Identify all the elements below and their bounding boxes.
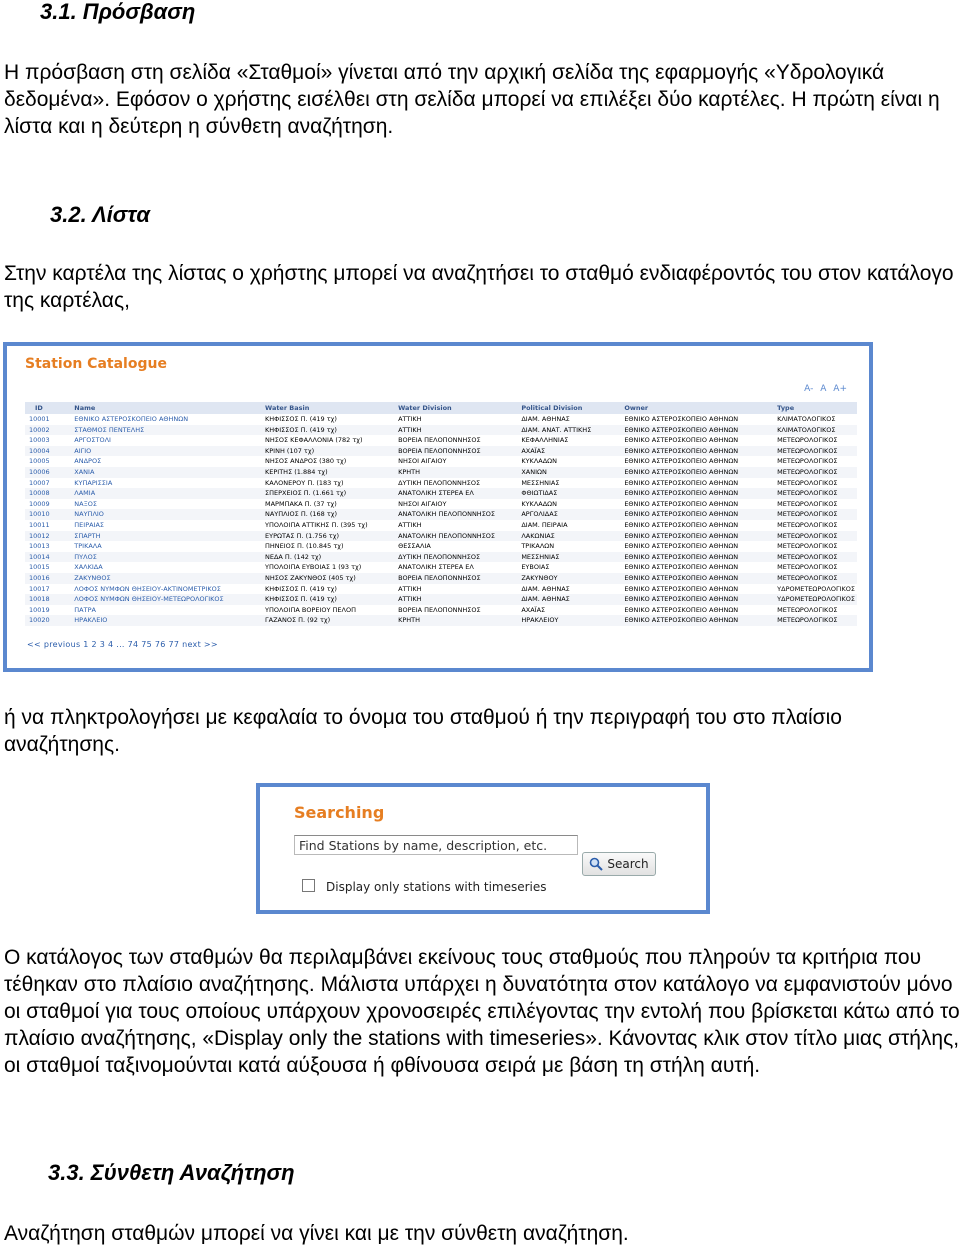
cell-owner: ΕΘΝΙΚΟ ΑΣΤΕΡΟΣΚΟΠΕΙΟ ΑΘΗΝΩΝ <box>622 509 775 520</box>
table-row <box>25 499 857 510</box>
cell-water-basin: ΣΠΕΡΧΕΙΟΣ Π. (1.661 τχ) <box>263 488 396 499</box>
cell-id[interactable]: 10018 <box>25 594 72 605</box>
cell-water-division: ΑΝΑΤΟΛΙΚΗ ΠΕΛΟΠΟΝΝΗΣΟΣ <box>396 531 519 542</box>
cell-owner: ΕΘΝΙΚΟ ΑΣΤΕΡΟΣΚΟΠΕΙΟ ΑΘΗΝΩΝ <box>622 467 775 478</box>
cell-name[interactable]: ΛΟΦΟΣ ΝΥΜΦΩΝ ΘΗΣΕΙΟΥ-ΑΚΤΙΝΟΜΕΤΡΙΚΟΣ <box>74 584 221 593</box>
cell-political-division: ΗΡΑΚΛΕΙΟΥ <box>519 615 622 626</box>
cell-id[interactable]: 10019 <box>29 605 50 614</box>
cell-water-division: ΑΝΑΤΟΛΙΚΗ ΠΕΛΟΠΟΝΝΗΣΟΣ <box>396 509 519 520</box>
cell-owner: ΕΘΝΙΚΟ ΑΣΤΕΡΟΣΚΟΠΕΙΟ ΑΘΗΝΩΝ <box>624 542 739 551</box>
table-header-row <box>25 402 857 414</box>
table-row <box>25 605 857 616</box>
cell-id[interactable]: 10003 <box>29 436 50 445</box>
cell-id[interactable]: 10004 <box>25 446 72 457</box>
catalogue-title: Station Catalogue <box>25 356 167 372</box>
cell-political-division: ΤΡΙΚΑΛΩΝ <box>521 542 555 551</box>
cell-owner: ΕΘΝΙΚΟ ΑΣΤΕΡΟΣΚΟΠΕΙΟ ΑΘΗΝΩΝ <box>624 584 739 593</box>
cell-type: ΜΕΤΕΩΡΟΛΟΓΙΚΟΣ <box>777 563 838 572</box>
heading-access: 3.1. Πρόσβαση <box>40 0 196 24</box>
cell-water-division: ΑΝΑΤΟΛΙΚΗ ΣΤΕΡΕΑ ΕΛ <box>398 563 474 572</box>
cell-water-basin: ΥΠΟΛΟΙΠΑ ΒΟΡΕΙΟΥ ΠΕΛΟΠ <box>265 605 356 614</box>
cell-type: ΜΕΤΕΩΡΟΛΟΓΙΚΟΣ <box>777 457 838 466</box>
cell-owner: ΕΘΝΙΚΟ ΑΣΤΕΡΟΣΚΟΠΕΙΟ ΑΘΗΝΩΝ <box>622 425 775 436</box>
table-row <box>25 435 857 446</box>
cell-political-division: ΔΙΑΜ. ΑΘΗΝΑΣ <box>521 415 570 423</box>
cell-political-division: ΜΕΣΣΗΝΙΑΣ <box>519 552 622 563</box>
cell-political-division: ΧΑΝΙΩΝ <box>519 467 622 478</box>
cell-name[interactable]: ΛΟΦΟΣ ΝΥΜΦΩΝ ΘΗΣΕΙΟΥ-ΜΕΤΕΩΡΟΛΟΓΙΚΟΣ <box>72 594 263 605</box>
table-row <box>25 552 857 563</box>
table-row <box>25 467 857 478</box>
cell-id[interactable]: 10011 <box>29 520 50 529</box>
cell-name[interactable]: ΧΑΛΚΙΔΑ <box>74 563 103 572</box>
cell-owner: ΕΘΝΙΚΟ ΑΣΤΕΡΟΣΚΟΠΕΙΟ ΑΘΗΝΩΝ <box>624 415 739 423</box>
cell-water-basin: ΝΗΣΟΣ ΑΝΔΡΟΣ (380 τχ) <box>265 457 347 466</box>
cell-water-division: ΑΤΤΙΚΗ <box>396 594 519 605</box>
cell-type: ΜΕΤΕΩΡΟΛΟΓΙΚΟΣ <box>777 520 838 529</box>
cell-name[interactable]: ΗΡΑΚΛΕΙΟ <box>72 615 263 626</box>
cell-id[interactable]: 10008 <box>25 488 72 499</box>
cell-id[interactable]: 10002 <box>25 425 72 436</box>
table-row <box>25 456 857 467</box>
cell-name[interactable]: ΖΑΚΥΝΘΟΣ <box>72 573 263 584</box>
column-header-name[interactable]: Name <box>72 402 263 414</box>
cell-id[interactable]: 10001 <box>29 415 50 423</box>
table-row <box>25 562 857 573</box>
cell-political-division: ΑΧΑΪΑΣ <box>519 446 622 457</box>
cell-name[interactable]: ΣΤΑΘΜΟΣ ΠΕΝΤΕΛΗΣ <box>72 425 263 436</box>
cell-water-basin: ΚΡΙΝΗ (107 τχ) <box>263 446 396 457</box>
font-decrease-button[interactable]: A- <box>804 384 814 394</box>
cell-water-division: ΔΥΤΙΚΗ ΠΕΛΟΠΟΝΝΗΣΟΣ <box>398 478 481 487</box>
cell-owner: ΕΘΝΙΚΟ ΑΣΤΕΡΟΣΚΟΠΕΙΟ ΑΘΗΝΩΝ <box>624 520 739 529</box>
cell-political-division: ΔΙΑΜ. ΠΕΙΡΑΙΑ <box>521 520 568 529</box>
cell-political-division: ΑΧΑΪΑΣ <box>521 605 546 614</box>
paragraph-advanced-search: Αναζήτηση σταθμών μπορεί να γίνει και με την σύνθετη αναζήτηση. <box>4 1222 629 1245</box>
cell-political-division: ΜΕΣΣΗΝΙΑΣ <box>521 478 560 487</box>
cell-water-basin: ΝΗΣΟΣ ΖΑΚΥΝΘΟΣ (405 τχ) <box>263 573 396 584</box>
table-row <box>25 478 857 489</box>
column-header-water-division[interactable]: Water Division <box>396 402 519 414</box>
cell-name[interactable]: ΕΘΝΙΚΟ ΑΣΤΕΡΟΣΚΟΠΕΙΟ ΑΘΗΝΩΝ <box>74 415 189 423</box>
table-row <box>25 414 857 425</box>
cell-owner: ΕΘΝΙΚΟ ΑΣΤΕΡΟΣΚΟΠΕΙΟ ΑΘΗΝΩΝ <box>624 457 739 466</box>
cell-name[interactable]: ΧΑΝΙΑ <box>72 467 263 478</box>
searching-panel-screenshot <box>256 783 710 914</box>
cell-id[interactable]: 10016 <box>25 573 72 584</box>
cell-owner: ΕΘΝΙΚΟ ΑΣΤΕΡΟΣΚΟΠΕΙΟ ΑΘΗΝΩΝ <box>622 531 775 542</box>
cell-owner: ΕΘΝΙΚΟ ΑΣΤΕΡΟΣΚΟΠΕΙΟ ΑΘΗΝΩΝ <box>624 499 739 508</box>
cell-type: ΜΕΤΕΩΡΟΛΟΓΙΚΟΣ <box>777 499 838 508</box>
cell-name[interactable]: ΑΝΔΡΟΣ <box>74 457 102 466</box>
station-catalogue-screenshot <box>3 342 873 672</box>
cell-political-division: ΚΥΚΛΑΔΩΝ <box>521 499 557 508</box>
cell-political-division: ΚΕΦΑΛΛΗΝΙΑΣ <box>521 436 569 445</box>
cell-type: ΜΕΤΕΩΡΟΛΟΓΙΚΟΣ <box>775 446 857 457</box>
cell-type: ΜΕΤΕΩΡΟΛΟΓΙΚΟΣ <box>775 509 857 520</box>
table-row <box>25 615 857 626</box>
cell-type: ΜΕΤΕΩΡΟΛΟΓΙΚΟΣ <box>775 615 857 626</box>
cell-water-basin: ΥΠΟΛΟΙΠΑ ΑΤΤΙΚΗΣ Π. (395 τχ) <box>265 520 368 529</box>
table-row <box>25 446 857 457</box>
cell-type: ΜΕΤΕΩΡΟΛΟΓΙΚΟΣ <box>775 467 857 478</box>
cell-water-division: ΒΟΡΕΙΑ ΠΕΛΟΠΟΝΝΗΣΟΣ <box>396 573 519 584</box>
cell-id[interactable]: 10017 <box>29 584 50 593</box>
cell-type: ΜΕΤΕΩΡΟΛΟΓΙΚΟΣ <box>777 605 838 614</box>
cell-water-basin: ΕΥΡΩΤΑΣ Π. (1.756 τχ) <box>263 531 396 542</box>
cell-water-basin: ΝΑΥΠΛΙΟΣ Π. (168 τχ) <box>263 509 396 520</box>
cell-name[interactable]: ΣΠΑΡΤΗ <box>72 531 263 542</box>
cell-name[interactable]: ΛΑΜΙΑ <box>72 488 263 499</box>
cell-id[interactable]: 10006 <box>25 467 72 478</box>
paragraph-list: Στην καρτέλα της λίστας ο χρήστης μπορεί να αναζητήσει το σταθμό ενδιαφέροντός του στον κατάλογο της καρτέλας, <box>4 262 954 312</box>
cell-type: ΜΕΤΕΩΡΟΛΟΓΙΚΟΣ <box>775 488 857 499</box>
cell-water-division: ΝΗΣΟΙ ΑΙΓΑΙΟΥ <box>398 499 447 508</box>
cell-owner: ΕΘΝΙΚΟ ΑΣΤΕΡΟΣΚΟΠΕΙΟ ΑΘΗΝΩΝ <box>622 594 775 605</box>
cell-type: ΜΕΤΕΩΡΟΛΟΓΙΚΟΣ <box>775 552 857 563</box>
column-header-water-basin[interactable]: Water Basin <box>263 402 396 414</box>
heading-advanced-search: 3.3. Σύνθετη Αναζήτηση <box>48 1160 295 1185</box>
paragraph-catalogue-explanation: Ο κατάλογος των σταθμών θα περιλαμβάνει εκείνους τους σταθμούς που πληρούν τα κριτήρια που τέθηκαν στο πλαίσιο αναζήτησης. Μάλιστα υπάρχει η δυνατότητα στον κατάλογο να εμφανιστούν μόνο οι σταθμοί για τους οποίους υπάρχουν χρονοσειρές επιλέγοντας την εντολή που βρίσκεται κάτω από το πλαίσιο αναζήτησης, «Display only the stations with timeseries». Κάνοντας κλικ στον τίτλο μιας στήλης, οι σταθμοί ταξινομούνται κατά αύξουσα ή φθίνουσα σειρά με βάση τη στήλη αυτή. <box>4 946 960 1077</box>
cell-name[interactable]: ΠΕΙΡΑΙΑΣ <box>74 520 105 529</box>
cell-water-basin: ΜΑΡΜΠΑΚΑ Π. (37 τχ) <box>265 499 337 508</box>
column-header-id[interactable]: ID <box>25 402 72 414</box>
cell-type: ΜΕΤΕΩΡΟΛΟΓΙΚΟΣ <box>777 436 838 445</box>
cell-name[interactable]: ΠΥΛΟΣ <box>72 552 263 563</box>
cell-owner: ΕΘΝΙΚΟ ΑΣΤΕΡΟΣΚΟΠΕΙΟ ΑΘΗΝΩΝ <box>622 573 775 584</box>
cell-water-division: ΔΥΤΙΚΗ ΠΕΛΟΠΟΝΝΗΣΟΣ <box>396 552 519 563</box>
cell-id[interactable]: 10012 <box>25 531 72 542</box>
cell-water-basin: ΚΗΦΙΣΣΟΣ Π. (419 τχ) <box>263 425 396 436</box>
cell-name[interactable]: ΑΙΓΙΟ <box>72 446 263 457</box>
timeseries-only-label[interactable]: Display only stations with timeseries <box>326 880 547 894</box>
cell-id[interactable]: 10020 <box>25 615 72 626</box>
table-row <box>25 531 857 542</box>
paragraph-access: Η πρόσβαση στη σελίδα «Σταθμοί» γίνεται από την αρχική σελίδα της εφαρμογής «Υδρολογικά δεδομένα». Εφόσον ο χρήστης εισέλθει στη σελίδα μπορεί να επιλέξει δύο καρτέλες. Η πρώτη είναι η λίστα και η δεύτερη η σύνθετη αναζήτηση. <box>4 61 940 138</box>
cell-type: ΜΕΤΕΩΡΟΛΟΓΙΚΟΣ <box>777 542 838 551</box>
cell-name[interactable]: ΑΡΓΟΣΤΟΛΙ <box>74 436 111 445</box>
cell-political-division: ΦΘΙΩΤΙΔΑΣ <box>519 488 622 499</box>
cell-owner: ΕΘΝΙΚΟ ΑΣΤΕΡΟΣΚΟΠΕΙΟ ΑΘΗΝΩΝ <box>622 446 775 457</box>
table-row <box>25 509 857 520</box>
cell-id[interactable]: 10010 <box>25 509 72 520</box>
cell-political-division: ΔΙΑΜ. ΑΝΑΤ. ΑΤΤΙΚΗΣ <box>519 425 622 436</box>
cell-political-division: ΔΙΑΜ. ΑΘΗΝΑΣ <box>519 594 622 605</box>
cell-political-division: ΖΑΚΥΝΘΟΥ <box>519 573 622 584</box>
cell-water-division: ΝΗΣΟΙ ΑΙΓΑΙΟΥ <box>398 457 447 466</box>
cell-water-basin: ΚΗΦΙΣΣΟΣ Π. (419 τχ) <box>263 594 396 605</box>
column-header-political-division[interactable]: Political Division <box>519 402 622 414</box>
cell-water-basin: ΚΕΡΙΤΗΣ (1.884 τχ) <box>263 467 396 478</box>
cell-water-division: ΒΟΡΕΙΑ ΠΕΛΟΠΟΝΝΗΣΟΣ <box>396 446 519 457</box>
cell-water-basin: ΠΗΝΕΙΟΣ Π. (10.845 τχ) <box>265 542 344 551</box>
cell-type: ΚΛΙΜΑΤΟΛΟΓΙΚΟΣ <box>777 415 836 423</box>
cell-water-division: ΑΤΤΙΚΗ <box>398 584 422 593</box>
cell-political-division: ΛΑΚΩΝΙΑΣ <box>519 531 622 542</box>
cell-water-division: ΚΡΗΤΗ <box>396 467 519 478</box>
cell-type: ΚΛΙΜΑΤΟΛΟΓΙΚΟΣ <box>775 425 857 436</box>
font-reset-button[interactable]: A <box>820 384 827 394</box>
cell-name[interactable]: ΤΡΙΚΑΛΑ <box>74 542 102 551</box>
font-size-controls <box>800 384 847 394</box>
cell-political-division: ΚΥΚΛΑΔΩΝ <box>521 457 557 466</box>
cell-water-basin: ΓΑΖΑΝΟΣ Π. (92 τχ) <box>263 615 396 626</box>
table-row <box>25 594 857 605</box>
cell-id[interactable]: 10009 <box>29 499 50 508</box>
heading-list: 3.2. Λίστα <box>50 202 151 227</box>
cell-water-basin: ΝΕΔΑ Π. (142 τχ) <box>263 552 396 563</box>
cell-water-basin: ΚΗΦΙΣΣΟΣ Π. (419 τχ) <box>265 584 337 593</box>
search-button-label: Search <box>607 857 649 871</box>
cell-owner: ΕΘΝΙΚΟ ΑΣΤΕΡΟΣΚΟΠΕΙΟ ΑΘΗΝΩΝ <box>622 552 775 563</box>
cell-water-division: ΘΕΣΣΑΛΙΑ <box>398 542 431 551</box>
stations-table <box>25 402 857 626</box>
table-row <box>25 541 857 552</box>
cell-owner: ΕΘΝΙΚΟ ΑΣΤΕΡΟΣΚΟΠΕΙΟ ΑΘΗΝΩΝ <box>624 605 739 614</box>
timeseries-only-checkbox[interactable] <box>302 879 315 892</box>
cell-type: ΥΔΡΟΜΕΤΕΩΡΟΛΟΓΙΚΟΣ <box>777 595 855 604</box>
cell-type: ΜΕΤΕΩΡΟΛΟΓΙΚΟΣ <box>777 478 838 487</box>
cell-id[interactable]: 10015 <box>29 563 50 572</box>
cell-name[interactable]: ΝΑΥΠΛΙΟ <box>72 509 263 520</box>
search-button[interactable] <box>582 852 656 876</box>
cell-water-basin: ΚΗΦΙΣΣΟΣ Π. (419 τχ) <box>265 415 337 423</box>
cell-type: ΜΕΤΕΩΡΟΛΟΓΙΚΟΣ <box>775 531 857 542</box>
cell-water-basin: ΝΗΣΟΣ ΚΕΦΑΛΛΟΝΙΑ (782 τχ) <box>265 436 363 445</box>
cell-water-basin: ΥΠΟΛΟΙΠΑ ΕΥΒΟΙΑΣ 1 (93 τχ) <box>265 563 362 572</box>
table-row <box>25 520 857 531</box>
stations-table-body <box>25 414 857 626</box>
searching-title: Searching <box>294 803 385 822</box>
cell-water-division: ΑΤΤΙΚΗ <box>398 415 422 423</box>
cell-id[interactable]: 10013 <box>29 542 50 551</box>
cell-name[interactable]: ΝΑΞΟΣ <box>74 499 97 508</box>
cell-political-division: ΔΙΑΜ. ΑΘΗΝΑΣ <box>521 584 570 593</box>
cell-water-division: ΒΟΡΕΙΑ ΠΕΛΟΠΟΝΝΗΣΟΣ <box>398 605 481 614</box>
cell-water-division: ΑΤΤΙΚΗ <box>398 520 422 529</box>
cell-owner: ΕΘΝΙΚΟ ΑΣΤΕΡΟΣΚΟΠΕΙΟ ΑΘΗΝΩΝ <box>622 488 775 499</box>
cell-water-division: ΚΡΗΤΗ <box>396 615 519 626</box>
cell-water-division: ΑΤΤΙΚΗ <box>396 425 519 436</box>
table-row <box>25 488 857 499</box>
table-row <box>25 573 857 584</box>
pagination[interactable]: << previous 1 2 3 4 ... 74 75 76 77 next >> <box>27 640 218 649</box>
cell-water-division: ΒΟΡΕΙΑ ΠΕΛΟΠΟΝΝΗΣΟΣ <box>398 436 481 445</box>
cell-name[interactable]: ΚΥΠΑΡΙΣΣΙΑ <box>74 478 113 487</box>
cell-owner: ΕΘΝΙΚΟ ΑΣΤΕΡΟΣΚΟΠΕΙΟ ΑΘΗΝΩΝ <box>624 563 739 572</box>
cell-id[interactable]: 10014 <box>25 552 72 563</box>
table-row <box>25 584 857 595</box>
cell-owner: ΕΘΝΙΚΟ ΑΣΤΕΡΟΣΚΟΠΕΙΟ ΑΘΗΝΩΝ <box>622 615 775 626</box>
cell-type: ΜΕΤΕΩΡΟΛΟΓΙΚΟΣ <box>775 573 857 584</box>
table-row <box>25 425 857 436</box>
column-header-type[interactable]: Type <box>775 402 857 414</box>
magnifier-icon <box>589 857 603 871</box>
cell-type: ΥΔΡΟΜΕΤΕΩΡΟΛΟΓΙΚΟΣ <box>777 584 855 593</box>
font-increase-button[interactable]: A+ <box>833 384 847 394</box>
cell-water-division: ΑΝΑΤΟΛΙΚΗ ΣΤΕΡΕΑ ΕΛ <box>396 488 519 499</box>
cell-water-basin: ΚΑΛΟΝΕΡΟΥ Π. (183 τχ) <box>265 478 344 487</box>
cell-id[interactable]: 10007 <box>29 478 50 487</box>
cell-owner: ΕΘΝΙΚΟ ΑΣΤΕΡΟΣΚΟΠΕΙΟ ΑΘΗΝΩΝ <box>624 436 739 445</box>
cell-id[interactable]: 10005 <box>29 457 50 466</box>
paragraph-search-intro: ή να πληκτρολογήσει με κεφαλαία το όνομα του σταθμού ή την περιγραφή του στο πλαίσιο αναζήτησης. <box>4 706 842 756</box>
column-header-owner[interactable]: Owner <box>622 402 775 414</box>
station-search-input[interactable]: Find Stations by name, description, etc. <box>294 835 578 855</box>
cell-political-division: ΑΡΓΟΛΙΔΑΣ <box>519 509 622 520</box>
cell-political-division: ΕΥΒΟΙΑΣ <box>521 563 550 572</box>
cell-name[interactable]: ΠΑΤΡΑ <box>74 605 96 614</box>
cell-owner: ΕΘΝΙΚΟ ΑΣΤΕΡΟΣΚΟΠΕΙΟ ΑΘΗΝΩΝ <box>624 478 739 487</box>
